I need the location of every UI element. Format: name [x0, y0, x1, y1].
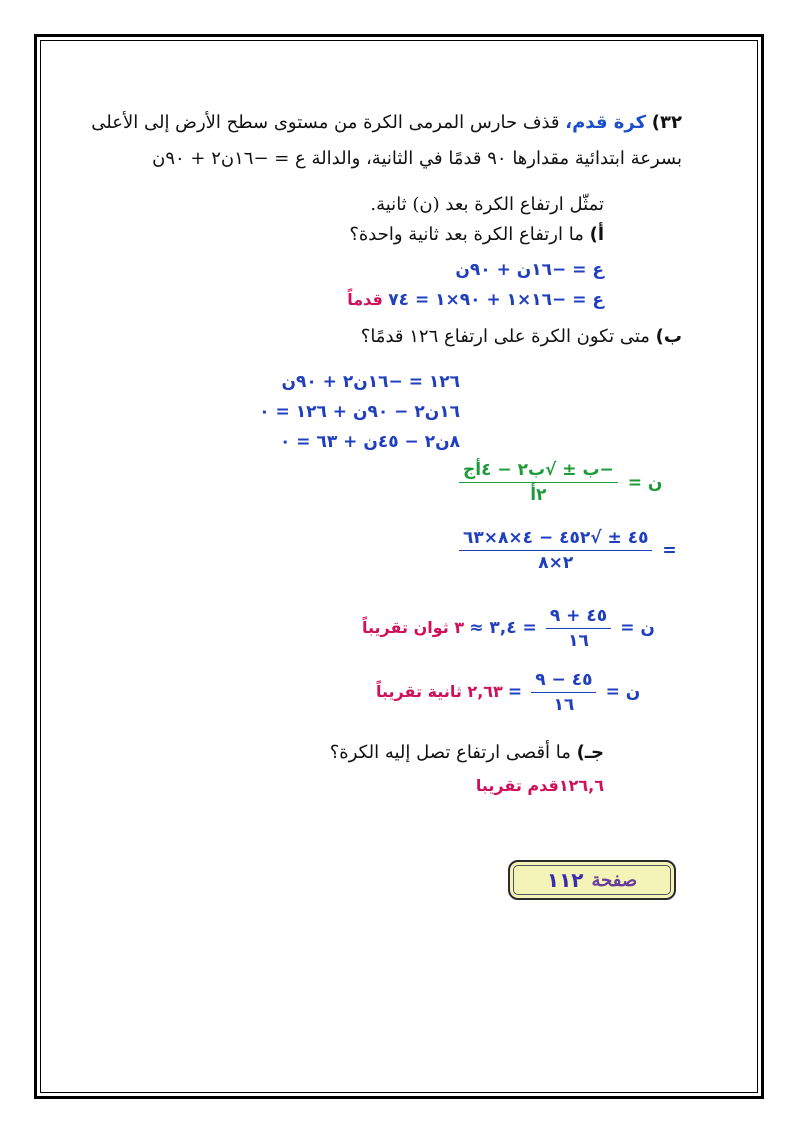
page-number: ١١٢ — [546, 868, 584, 892]
problem-number: ٣٢) — [651, 112, 682, 133]
root-2-value: = — [507, 682, 523, 702]
root-2-numerator: ٤٥ − ٩ — [531, 670, 596, 693]
part-a-question: ما ارتفاع الكرة بعد ثانية واحدة؟ — [349, 224, 584, 245]
root-1-fraction — [546, 606, 611, 651]
part-b-question-line — [361, 326, 682, 347]
substitution-fraction — [459, 528, 652, 573]
part-b-label: ب) — [655, 326, 682, 347]
part-b-step-3: ٨ن٢ − ٤٥ن + ٦٣ = ٠ — [280, 432, 460, 452]
quadratic-formula — [455, 460, 662, 505]
root-1-numerator: ٤٥ + ٩ — [546, 606, 611, 629]
substitution-numerator: ٤٥ ± √٤٥٢ − ٤×٨×٦٣ — [459, 528, 652, 551]
quadratic-formula-denominator: ٢أ — [530, 485, 547, 505]
quadratic-formula-lhs: ن = — [627, 472, 663, 493]
part-a-step-2: ع = −١٦×١ + ٩٠×١ = ٧٤ — [388, 290, 604, 310]
quadratic-formula-numerator: −ب ± √ب٢ − ٤أج — [459, 460, 618, 483]
problem-title: كرة قدم، — [565, 112, 647, 133]
problem-text-2: بسرعة ابتدائية مقدارها ٩٠ قدمًا في الثانية، والدالة ع = −١٦ن٢ + ٩٠ن — [152, 148, 682, 169]
root-2-answer: ٢,٦٣ ثانية تقريباً — [376, 682, 503, 701]
part-b-step-1: ١٢٦ = −١٦ن٢ + ٩٠ن — [281, 372, 460, 392]
root-1-denominator: ١٦ — [568, 631, 589, 651]
part-a-step-1: ع = −١٦ن + ٩٠ن — [455, 260, 604, 280]
problem-line-1 — [91, 112, 682, 133]
part-a-question-line — [349, 224, 604, 245]
quadratic-formula-fraction — [459, 460, 618, 505]
problem-text-3: تمثّل ارتفاع الكرة بعد (ن) ثانية. — [370, 194, 604, 215]
root-2-line — [376, 670, 640, 715]
part-a-answer: قدماً — [347, 290, 383, 309]
problem-line-2 — [152, 148, 682, 169]
root-1-value: = ٣,٤ ≈ — [469, 618, 537, 638]
substitution-equation — [455, 528, 677, 573]
part-b-question: متى تكون الكرة على ارتفاع ١٢٦ قدمًا؟ — [360, 326, 650, 347]
problem-text-1: قذف حارس المرمى الكرة من مستوى سطح الأرض إلى الأعلى — [91, 112, 560, 133]
part-a-label: أ) — [589, 224, 604, 245]
part-c-answer: ١٢٦,٦قدم تقريبا — [475, 776, 604, 795]
part-c-label: جـ) — [576, 742, 604, 763]
root-1-answer: ٣ ثوان تقريباً — [362, 618, 465, 637]
root-1-line — [362, 606, 655, 651]
part-c-question-line — [330, 742, 604, 763]
root-2-denominator: ١٦ — [553, 695, 575, 715]
part-c-question: ما أقصى ارتفاع تصل إليه الكرة؟ — [329, 742, 571, 763]
part-b-step-2: ١٦ن٢ − ٩٠ن + ١٢٦ = ٠ — [259, 402, 460, 422]
substitution-denominator: ٢×٨ — [538, 553, 574, 573]
part-a-step-2-line — [347, 290, 604, 310]
page-word: صفحة — [591, 869, 638, 891]
root-2-fraction — [531, 670, 596, 715]
root-2-lhs: ن = — [605, 682, 641, 702]
root-1-lhs: ن = — [620, 618, 655, 638]
problem-line-3 — [370, 194, 604, 215]
substitution-eq: = — [662, 540, 677, 561]
page-number-badge — [508, 860, 676, 900]
